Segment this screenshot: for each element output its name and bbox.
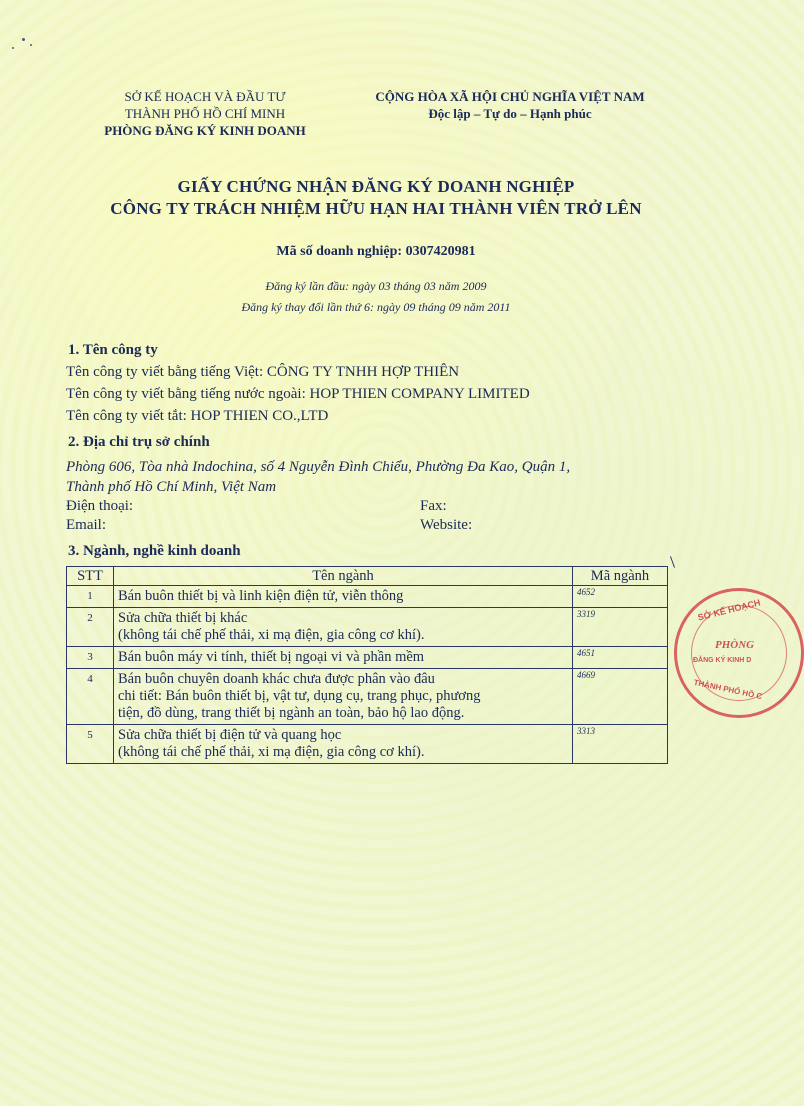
stamp-arc-text: SỞ KẾ HOẠCH [696,597,762,623]
row-stt: 4 [67,669,114,725]
scan-speck [22,38,25,41]
column-header-stt: STT [67,567,114,586]
row-business-name: Bán buôn thiết bị và linh kiện điện tử, viễn thông [114,586,573,608]
change-registration: Đăng ký thay đổi lần thứ 6: ngày 09 tháng 09 năm 2011 [241,300,511,314]
fax-label: Fax: [420,498,447,514]
section-2-heading: 2. Địa chỉ trụ sở chính [68,434,210,450]
column-header-code: Mã ngành [573,567,668,586]
table-row [67,586,668,608]
scan-speck [30,44,32,46]
address-line-2: Thành phố Hồ Chí Minh, Việt Nam [66,479,277,495]
section-1-heading: 1. Tên công ty [68,342,158,358]
row-stt: 1 [67,586,114,608]
stamp-inner-ring [691,605,787,701]
short-company-name: Tên công ty viết tắt: HOP THIEN CO.,LTD [66,408,329,424]
authority-line-2: THÀNH PHỐ HỒ CHÍ MINH [124,106,286,121]
table-header-row [67,567,668,586]
row-business-name: Bán buôn chuyên doanh khác chưa được phân vào đâu chi tiết: Bán buôn thiết bị, vật tư, dụng cụ, trang phục, phương tiện, đồ dùng, trang thiết bị ngành an toàn, bảo hộ lao động. [114,669,573,725]
head-office-address [66,457,686,497]
row-business-code: 4652 [573,586,668,608]
stamp-bottom-text: THÀNH PHỐ HỒ C [692,677,763,702]
country-name: CỘNG HÒA XÃ HỘI CHỦ NGHĨA VIỆT NAM [375,89,645,104]
row-stt: 5 [67,725,114,764]
column-header-name: Tên ngành [114,567,573,586]
row-stt: 2 [67,608,114,647]
row-business-code: 3313 [573,725,668,764]
row-business-code: 4669 [573,669,668,725]
table-row [67,647,668,669]
authority-line-1: SỞ KẾ HOẠCH VÀ ĐẦU TƯ [124,89,286,104]
enterprise-code: Mã số doanh nghiệp: 0307420981 [276,244,476,259]
foreign-company-name: Tên công ty viết bằng tiếng nước ngoài: HOP THIEN COMPANY LIMITED [66,386,530,402]
stamp-center-line-1: PHÒNG [715,639,755,651]
address-line-1: Phòng 606, Tòa nhà Indochina, số 4 Nguyễn Đình Chiểu, Phường Đa Kao, Quận 1, [66,459,571,475]
table-row [67,608,668,647]
section-3-heading: 3. Ngành, nghề kinh doanh [68,543,241,559]
row-business-name: Bán buôn máy vi tính, thiết bị ngoại vi và phần mềm [114,647,573,669]
website-label: Website: [420,517,473,533]
row-business-code: 4651 [573,647,668,669]
phone-label: Điện thoại: [66,498,134,514]
title-line-1: GIẤY CHỨNG NHẬN ĐĂNG KÝ DOANH NGHIỆP [177,177,575,196]
pen-tick-mark [670,556,675,568]
row-stt: 3 [67,647,114,669]
scan-speck [12,47,14,49]
row-business-name: Sửa chữa thiết bị khác (không tái chế phế thải, xi mạ điện, gia công cơ khí). [114,608,573,647]
email-label: Email: [66,517,106,533]
stamp-center-line-2: ĐĂNG KÝ KINH D [693,657,752,664]
issuing-authority [70,88,340,139]
title-line-2: CÔNG TY TRÁCH NHIỆM HỮU HẠN HAI THÀNH VIÊN TRỞ LÊN [110,199,642,218]
document-title [0,176,752,220]
vietnamese-company-name: Tên công ty viết bằng tiếng Việt: CÔNG TY TNHH HỢP THIÊN [66,364,460,380]
authority-line-3: PHÒNG ĐĂNG KÝ KINH DOANH [104,123,306,138]
first-registration: Đăng ký lần đầu: ngày 03 tháng 03 năm 2009 [265,279,487,293]
table-row [67,725,668,764]
motto: Độc lập – Tự do – Hạnh phúc [428,106,592,121]
row-business-name: Sửa chữa thiết bị điện tử và quang học (không tái chế phế thải, xi mạ điện, gia công cơ khí). [114,725,573,764]
row-business-code: 3319 [573,608,668,647]
official-stamp [674,588,804,718]
table-row [67,669,668,725]
business-lines-table [66,566,668,764]
national-motto [340,88,680,122]
